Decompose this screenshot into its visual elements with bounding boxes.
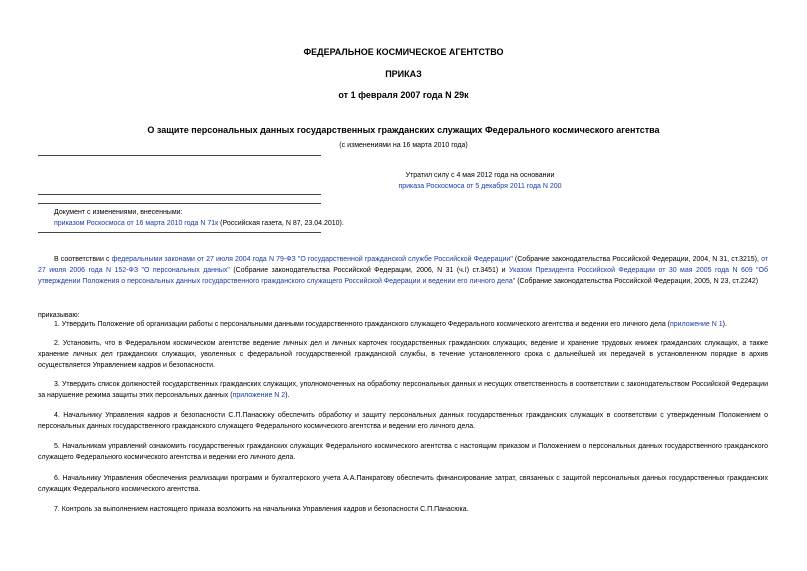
amendments-note: (с изменениями на 16 марта 2010 года) [339, 142, 468, 149]
item-5: 5. Начальникам управлений ознакомить государственных гражданских служащих Федерального космического агентства с настоящим приказом и Положением о персональных данных государственного гражданского служащего Федерального космического агентства и ведении его личного дела. [38, 443, 768, 461]
item-4: 4. Начальнику Управления кадров и безопасности С.П.Панасюку обеспечить обработку и защиту персональных данных государственных гражданских служащих в соответствии с утвержденным Положением о персональных данных государственного гражданского служащего Федерального космического агентства и ведении его личного дела. [38, 412, 768, 430]
divider [38, 155, 321, 156]
changes-line: Документ с изменениями, внесенными: [54, 209, 183, 216]
divider [38, 232, 321, 233]
document-title: О защите персональных данных государственных гражданских служащих Федерального космического агентства [147, 125, 660, 135]
decree-609-link[interactable]: Указом Президента Российской Федерации от 30 мая 2005 года N 609 "Об утверждении Положения о персональных данных государственного гражданского служащего Российской Федерации и ведении его личного дела" [38, 267, 768, 285]
amending-order-link[interactable]: приказом Роскосмоса от 16 марта 2010 года N 71к [54, 220, 219, 227]
item-6: 6. Начальнику Управления обеспечения реализации программ и бухгалтерского учета А.А.Панкратову обеспечить финансирование затрат, связанных с защитой персональных данных государственных гражданских служащих Федерального космического агентства. [38, 475, 768, 493]
order-word: приказываю: [38, 312, 80, 319]
status-note [330, 170, 630, 192]
appendix-1-link[interactable]: приложение N 1 [670, 321, 723, 328]
item-2: 2. Установить, что в Федеральном космическом агентстве ведение личных дел и личных карточек государственных гражданских служащих, ведение и хранение трудовых книжек гражданских служащих, а также хранение личных дел гражданских служащих, уволенных с федеральной государственной гражданской службы, в течение установленного срока с дальнейшей их передачей в установленном порядке в архив осуществляется Управлением кадров и безопасности. [38, 340, 768, 369]
repeal-order-link[interactable]: приказа Роскосмоса от 5 декабря 2011 года N 200 [398, 183, 562, 190]
law-152fz-link[interactable]: от 27 июля 2006 года N 152-ФЗ "О персональных данных" [38, 256, 769, 274]
divider [38, 194, 321, 195]
document-date-number: от 1 февраля 2007 года N 29к [338, 90, 469, 100]
changes-source: (Российская газета, N 87, 23.04.2010). [218, 220, 344, 227]
changes-note [54, 207, 384, 229]
item-7: 7. Контроль за выполнением настоящего приказа возложить на начальника Управления кадров и безопасности С.П.Панасюка. [54, 506, 469, 513]
agency-name: ФЕДЕРАЛЬНОЕ КОСМИЧЕСКОЕ АГЕНТСТВО [303, 47, 504, 57]
appendix-2-link[interactable]: приложение N 2 [232, 392, 286, 399]
preamble: В соответствии с федеральными законами от 27 июля 2004 года N 79-ФЗ "О государственной гражданской службе Российской Федерации" (Собрание законодательства Российской Федерации, 2004, N 31, ст.3215), от 27 июля 2006 года N 152-ФЗ "О персональных данных" (Собрание законодательства Российской Федерации, 2006, N 31 (ч.I) ст.3451) и Указом Президента Российской Федерации от 30 мая 2005 года N 609 "Об утверждении Положения о персональных данных государственного гражданского служащего Российской Федерации и ведении его личного дела" (Собрание законодательства Российской Федерации, 2005, N 23, ст.2242) [38, 256, 769, 285]
status-line: Утратил силу с 4 мая 2012 года на основании [405, 172, 555, 179]
document-type: ПРИКАЗ [385, 69, 422, 79]
item-1: 1. Утвердить Положение об организации работы с персональными данными государственного гражданского служащего Федерального космического агентства и ведении его личного дела (приложение N 1). [54, 321, 727, 328]
law-79fz-link[interactable]: федеральными законами от 27 июля 2004 года N 79-ФЗ "О государственной гражданской службе Российской Федерации" [111, 256, 513, 263]
divider [38, 203, 321, 204]
item-3: 3. Утвердить список должностей государственных гражданских служащих, уполномоченных на обработку персональных данных и несущих ответственность в соответствии с законодательством Российской Федерации за нарушение режима защиты этих персональных данных (приложение N 2). [38, 381, 768, 399]
